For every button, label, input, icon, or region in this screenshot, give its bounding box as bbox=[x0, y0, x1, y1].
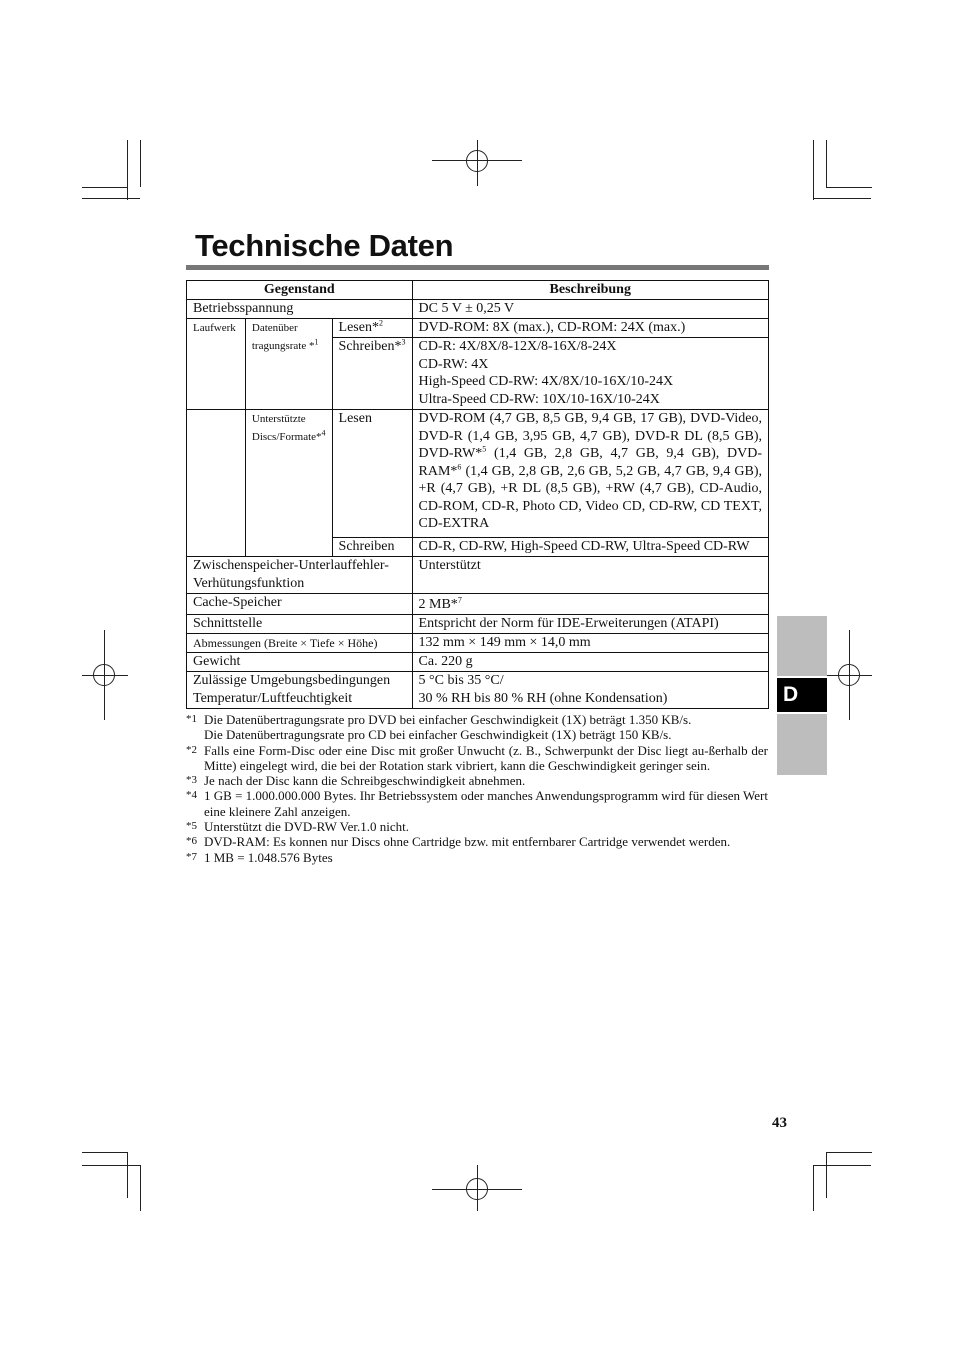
row-label: Zwischenspeicher-Unterlauffehler-Verhütungsfunktion bbox=[187, 557, 413, 594]
row-value: Ca. 220 g bbox=[412, 653, 768, 672]
spec-table bbox=[186, 280, 769, 709]
formate-label: Unterstützte Discs/Formate*$^4$ bbox=[245, 410, 332, 557]
footnote: *5 Unterstützt die DVD-RW Ver.1.0 nicht. bbox=[186, 819, 409, 835]
row-value: 5 °C bis 35 °C/ 30 % RH bis 80 % RH (ohne Kondensation) bbox=[412, 672, 768, 709]
side-tab-upper bbox=[777, 616, 827, 676]
footnotes bbox=[186, 712, 768, 865]
schreiben-label: Schreiben*$^3$ bbox=[332, 338, 412, 410]
footnote: *4 1 GB = 1.000.000.000 Bytes. Ihr Betriebssystem oder manches Anwendungsprogramm wird für diesen Wert eine kleinere Zahl anzeigen. bbox=[186, 788, 768, 819]
title-rule bbox=[186, 265, 769, 270]
lesen-value: DVD-ROM: 8X (max.), CD-ROM: 24X (max.) bbox=[412, 319, 768, 338]
datenuebertragungsrate-label: Datenüber tragungsrate *$^1$ bbox=[245, 319, 332, 410]
row-label: Cache-Speicher bbox=[187, 594, 413, 615]
footnote: *1 Die Datenübertragungsrate pro DVD bei einfacher Geschwindigkeit (1X) beträgt 1.350 KB/s. Die Datenübertragungsrate pro CD bei einfacher Geschwindigkeit (1X) beträgt 150 KB/s. bbox=[186, 712, 692, 743]
language-tab-d: D bbox=[777, 678, 827, 712]
side-tab-lower bbox=[777, 714, 827, 775]
row-value: Unterstützt bbox=[412, 557, 768, 594]
laufwerk-label: Laufwerk bbox=[187, 319, 246, 410]
table-row bbox=[187, 319, 769, 338]
row-label: Gewicht bbox=[187, 653, 413, 672]
table-header-row bbox=[187, 281, 769, 300]
table-row bbox=[187, 557, 769, 594]
header-gegenstand: Gegenstand bbox=[187, 281, 413, 300]
row-label: Zulässige Umgebungsbedingungen Temperatur/Luftfeuchtigkeit bbox=[187, 672, 413, 709]
table-row bbox=[187, 300, 769, 319]
table-row bbox=[187, 615, 769, 634]
page-title: Technische Daten bbox=[195, 228, 454, 263]
table-row bbox=[187, 410, 769, 538]
row-label: Schnittstelle bbox=[187, 615, 413, 634]
footnote: *7 1 MB = 1.048.576 Bytes bbox=[186, 849, 333, 865]
schreiben-values: CD-R: 4X/8X/8-12X/8-16X/8-24X CD-RW: 4X High-Speed CD-RW: 4X/8X/10-16X/10-24X Ultra-Speed CD-RW: 10X/10-16X/10-24X bbox=[412, 338, 768, 410]
formate-lesen-label: Lesen bbox=[332, 410, 412, 538]
table-row bbox=[187, 594, 769, 615]
row-value: Entspricht der Norm für IDE-Erweiterungen (ATAPI) bbox=[412, 615, 768, 634]
row-value: 132 mm × 149 mm × 14,0 mm bbox=[412, 634, 768, 653]
footnote: *6 DVD-RAM: Es konnen nur Discs ohne Cartridge bzw. mit entfernbarer Cartridge verwendet werden. bbox=[186, 834, 731, 850]
row-value: DC 5 V ± 0,25 V bbox=[412, 300, 768, 319]
footnote: *2 Falls eine Form-Disc oder eine Disc mit großer Unwucht (z. B., Schwerpunkt der Disc liegt au-ßerhalb der Mitte) eingelegt wird, die bei der Rotation stark vibriert, kann die Geschwindigkeit geringer sein. bbox=[186, 742, 768, 773]
formate-schreiben-label: Schreiben bbox=[332, 538, 412, 557]
laufwerk-empty-cell bbox=[187, 410, 246, 557]
table-row bbox=[187, 634, 769, 653]
header-beschreibung: Beschreibung bbox=[412, 281, 768, 300]
row-value: 2 MB*$^7$ bbox=[412, 594, 768, 615]
page-number: 43 bbox=[772, 1115, 787, 1131]
footnote: *3 Je nach der Disc kann die Schreibgeschwindigkeit abnehmen. bbox=[186, 773, 526, 789]
row-label: Betriebsspannung bbox=[187, 300, 413, 319]
formate-lesen-value: DVD-ROM (4,7 GB, 8,5 GB, 9,4 GB, 17 GB), DVD-Video, DVD-R (1,4 GB, 3,95 GB, 4,7 GB), DVD-R DL (8,5 GB), DVD-RW*$^5$ (1,4 GB, 2,8 GB, 4,7 GB, 9,4 GB), DVD-RAM*$^6$ (1,4 GB, 2,8 GB, 2,6 GB, 5,2 GB, 4,7 GB, 9,4 GB), +R (4,7 GB), +R DL (8,5 GB), +RW (4,7 GB), CD-Audio, CD-ROM, CD-R, Photo CD, Video CD, CD-RW, CD TEXT, CD-EXTRA bbox=[412, 410, 768, 538]
row-label: Abmessungen (Breite × Tiefe × Höhe) bbox=[187, 634, 413, 653]
lesen-label: Lesen*$^2$ bbox=[332, 319, 412, 338]
table-row bbox=[187, 653, 769, 672]
table-row bbox=[187, 672, 769, 709]
formate-schreiben-value: CD-R, CD-RW, High-Speed CD-RW, Ultra-Speed CD-RW bbox=[412, 538, 768, 557]
